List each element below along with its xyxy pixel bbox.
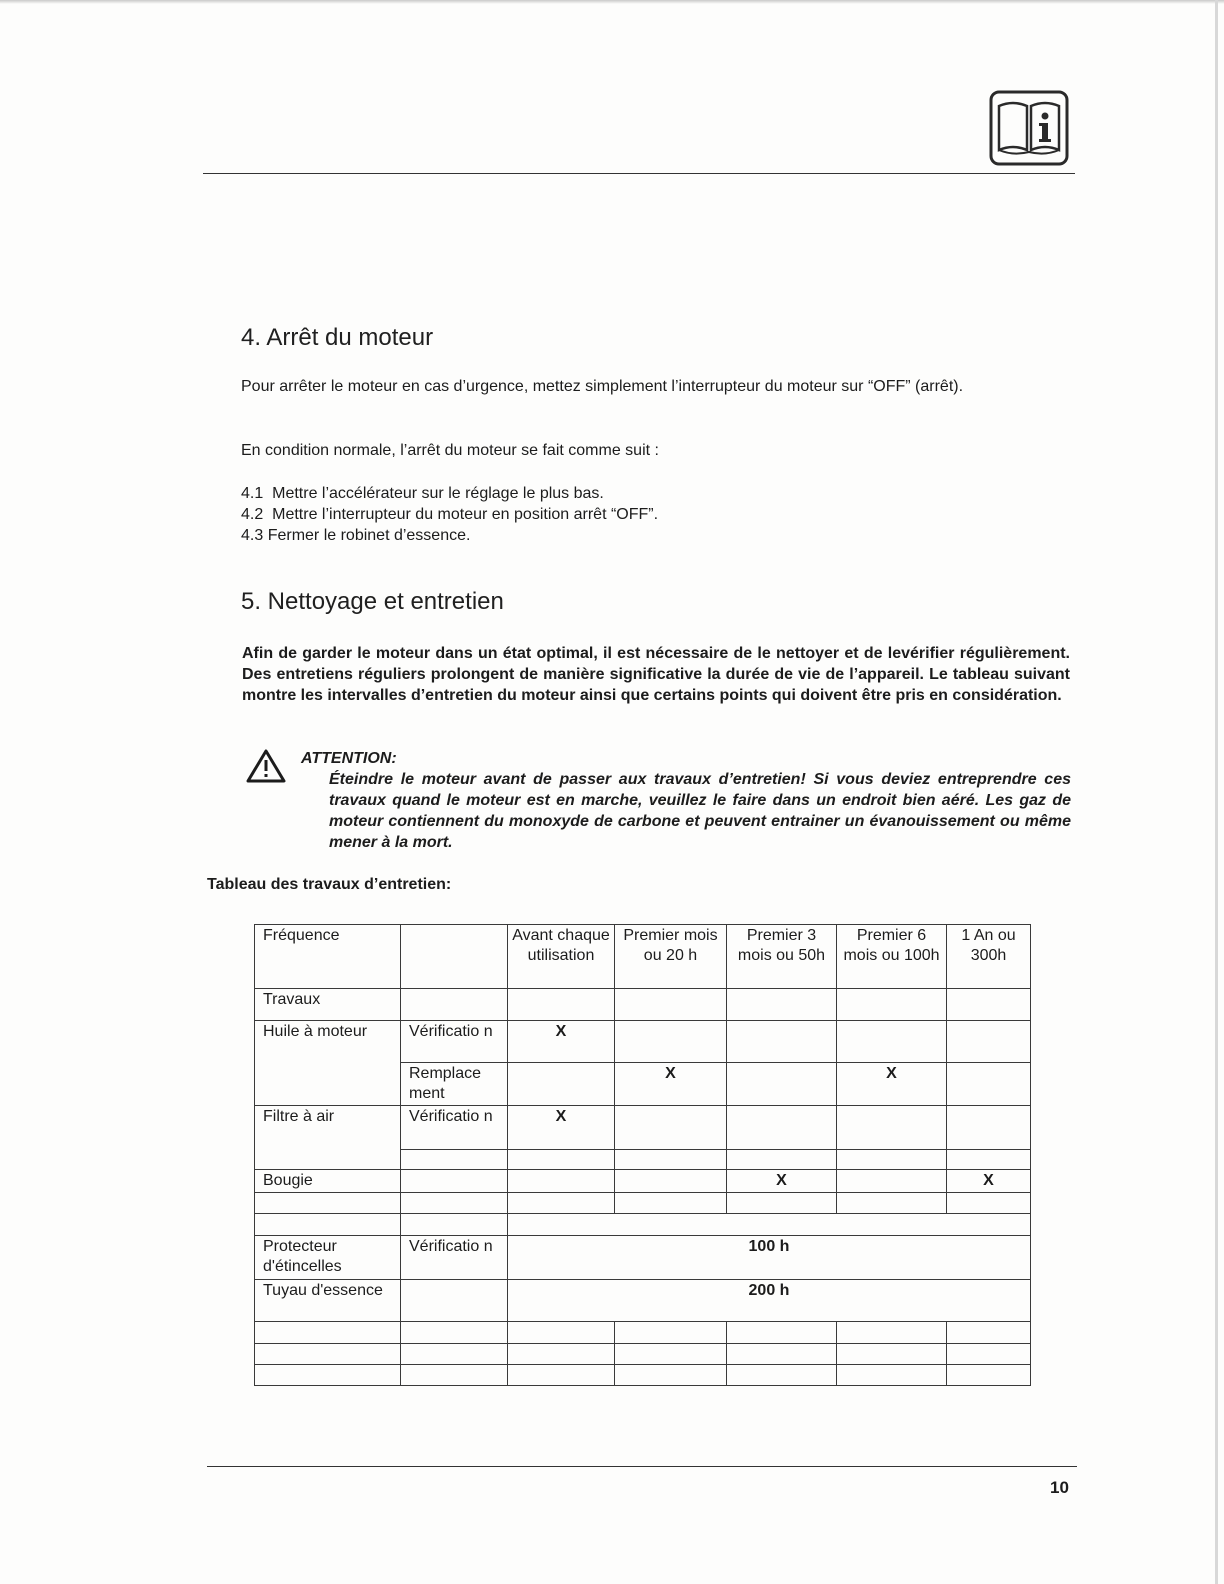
page-number: 10 bbox=[1050, 1478, 1069, 1497]
table-row-travaux bbox=[255, 989, 1031, 1021]
filtre-label: Filtre à air bbox=[255, 1106, 401, 1170]
table-row-filtre-verification bbox=[255, 1106, 1031, 1150]
travaux-label: Travaux bbox=[255, 989, 401, 1021]
maintenance-table bbox=[254, 924, 1031, 1386]
header-frequence: Fréquence bbox=[255, 925, 401, 989]
step-4-2: 4.2 Mettre l’interrupteur du moteur en position arrêt “OFF”. bbox=[241, 506, 659, 523]
mark-bougie-1-an: X bbox=[947, 1170, 1031, 1193]
warning-title: ATTENTION: bbox=[301, 750, 397, 767]
scan-edge-top bbox=[0, 0, 1224, 4]
section-title-nettoyage: 5. Nettoyage et entretien bbox=[241, 588, 504, 615]
table-row-empty-b bbox=[255, 1214, 1031, 1236]
paragraph-condition-normale: En condition normale, l’arrêt du moteur se fait comme suit : bbox=[241, 442, 659, 459]
header-premier-6-mois: Premier 6 mois ou 100h bbox=[837, 925, 947, 989]
table-title: Tableau des travaux d’entretien: bbox=[207, 876, 452, 893]
header-1-an: 1 An ou 300h bbox=[947, 925, 1031, 989]
protecteur-verification: Vérificatio n bbox=[401, 1236, 508, 1280]
table-row-empty-e bbox=[255, 1365, 1031, 1386]
huile-label: Huile à moteur bbox=[255, 1021, 401, 1106]
section-title-arret: 4. Arrêt du moteur bbox=[241, 324, 434, 351]
footer-rule bbox=[207, 1466, 1077, 1467]
mark-huile-verif-avant: X bbox=[508, 1021, 615, 1063]
tuyau-interval: 200 h bbox=[508, 1280, 1031, 1322]
tuyau-label: Tuyau d'essence bbox=[255, 1280, 401, 1322]
filtre-verification: Vérificatio n bbox=[401, 1106, 508, 1150]
table-row-tuyau bbox=[255, 1280, 1031, 1322]
header-empty bbox=[401, 925, 508, 989]
huile-remplacement: Remplace ment bbox=[401, 1063, 508, 1106]
header-premier-3-mois: Premier 3 mois ou 50h bbox=[727, 925, 837, 989]
table-row-huile-verification bbox=[255, 1021, 1031, 1063]
protecteur-interval: 100 h bbox=[508, 1236, 1031, 1280]
bougie-label: Bougie bbox=[255, 1170, 401, 1193]
table-row-empty-a bbox=[255, 1193, 1031, 1214]
scan-edge-right bbox=[1215, 0, 1218, 1584]
mark-huile-remplace-premier-mois: X bbox=[615, 1063, 727, 1106]
header-rule bbox=[203, 173, 1075, 174]
protecteur-label: Protecteur d'étincelles bbox=[255, 1236, 401, 1280]
mark-filtre-verif-avant: X bbox=[508, 1106, 615, 1150]
table-header-row bbox=[255, 925, 1031, 989]
step-4-3: 4.3 Fermer le robinet d’essence. bbox=[241, 527, 471, 544]
table-row-empty-c bbox=[255, 1322, 1031, 1344]
table-row-empty-d bbox=[255, 1344, 1031, 1365]
table-row-protecteur bbox=[255, 1236, 1031, 1280]
header-avant-utilisation: Avant chaque utilisation bbox=[508, 925, 615, 989]
paragraph-entretien: Afin de garder le moteur dans un état optimal, il est nécessaire de le nettoyer et de levérifier régulièrement. Des entretiens réguliers prolongent de manière significative la durée de vie de l’appareil. Le tableau suivant montre les intervalles d’entretien du moteur ainsi que certains points qui doivent être pris en considération. bbox=[242, 645, 1070, 704]
manual-info-icon bbox=[989, 90, 1069, 166]
paragraph-urgence: Pour arrêter le moteur en cas d’urgence, mettez simplement l’interrupteur du moteur sur “OFF” (arrêt). bbox=[241, 378, 964, 395]
warning-triangle-icon bbox=[245, 748, 287, 784]
huile-verification: Vérificatio n bbox=[401, 1021, 508, 1063]
table-row-bougie bbox=[255, 1170, 1031, 1193]
mark-bougie-premier-3-mois: X bbox=[727, 1170, 837, 1193]
header-premier-mois: Premier mois ou 20 h bbox=[615, 925, 727, 989]
mark-huile-remplace-premier-6-mois: X bbox=[837, 1063, 947, 1106]
warning-text: Éteindre le moteur avant de passer aux travaux d’entretien! Si vous deviez entreprendre ces travaux quand le moteur est en marche, veuillez le faire dans un endroit bien aéré. Les gaz de moteur contiennent du monoxyde de carbone et peuvent entrainer un évanouissement ou même mener à la mort. bbox=[329, 771, 1071, 851]
step-4-1: 4.1 Mettre l’accélérateur sur le réglage le plus bas. bbox=[241, 485, 604, 502]
